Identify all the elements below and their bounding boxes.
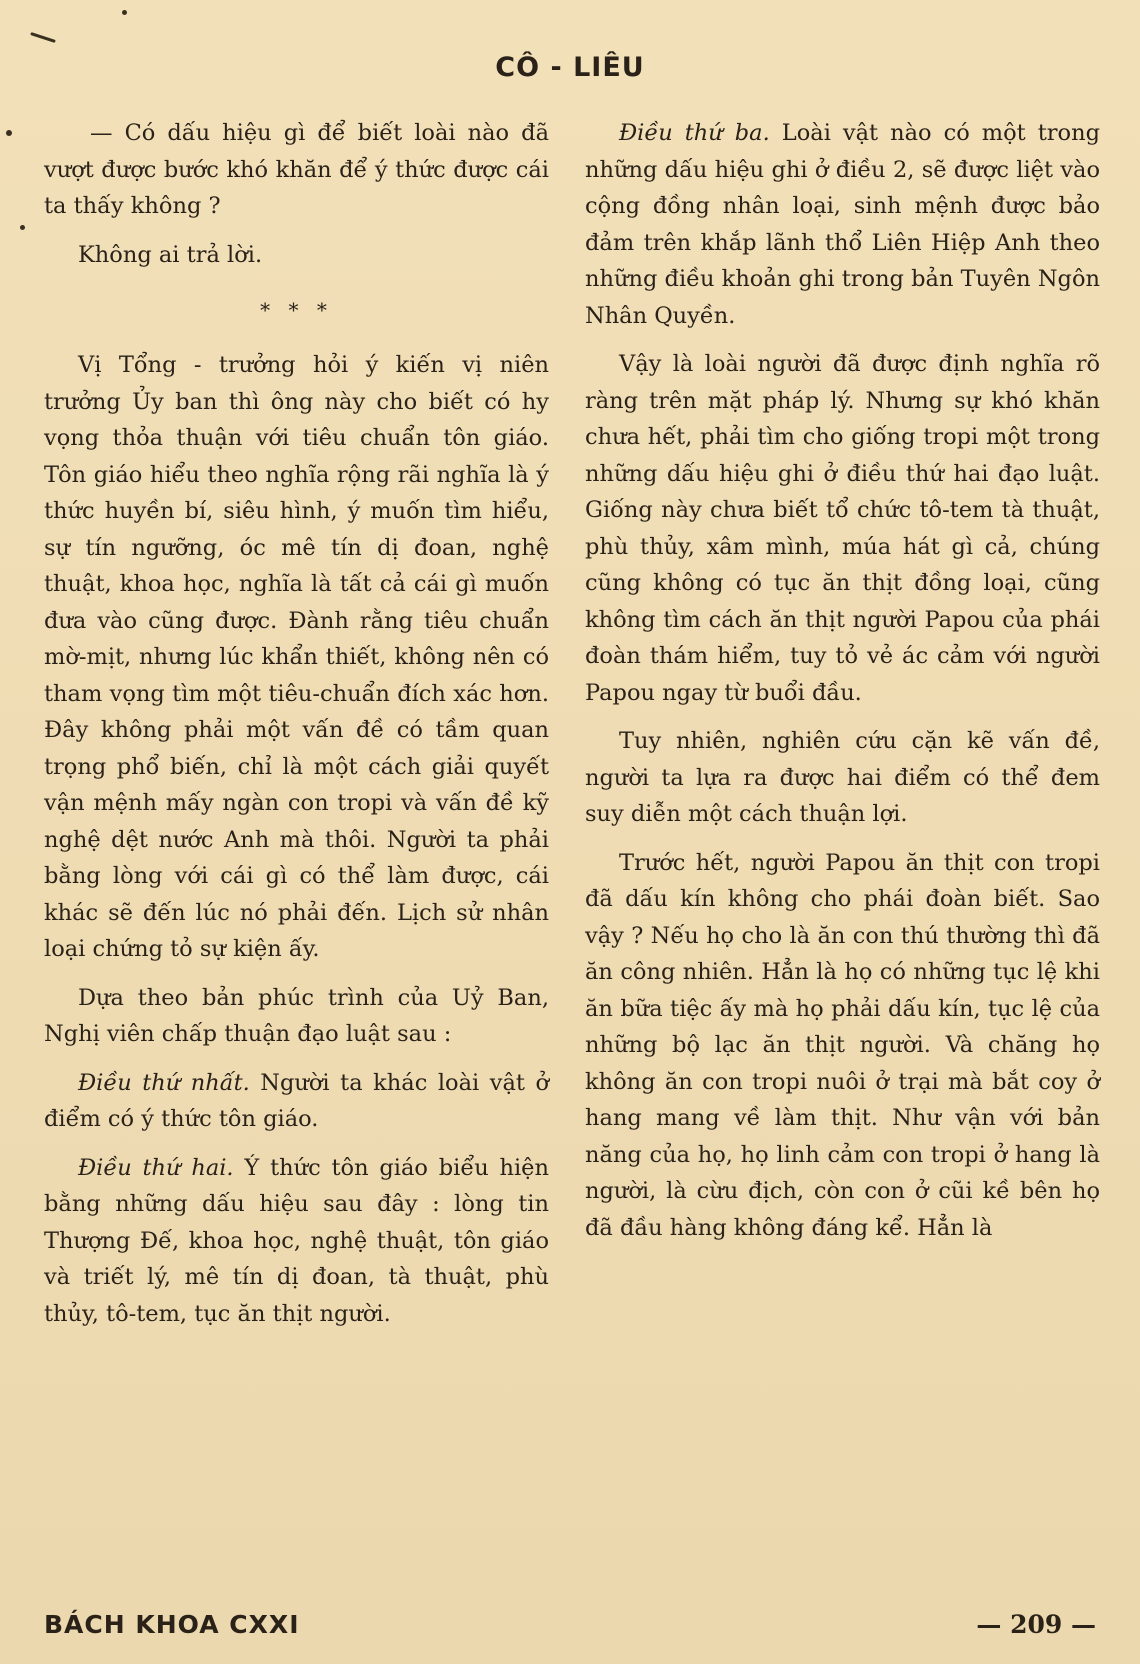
paragraph: Vậy là loài người đã được định nghĩa rõ ràng trên mặt pháp lý. Nhưng sự khó khăn chưa hết, phải tìm cho giống tropi một trong những dấu hiệu ghi ở điều thứ hai đạo luật. Giống này chưa biết tổ chức tô-tem tà thuật, phù thủy, xâm mình, múa hát gì cả, chúng cũng không có tục ăn thịt đồng loại, cũng không tìm cách ăn thịt người Papou của phái đoàn thám hiểm, tuy tỏ vẻ ác cảm với người Papou ngay từ buổi đầu.	[585, 351, 1100, 706]
print-mark	[30, 32, 56, 43]
article-text: Loài vật nào có một trong những dấu hiệu ghi ở điều 2, sẽ được liệt vào cộng đồng nhân loại, sinh mệnh được bảo đảm trên khắp lãnh thổ Liên Hiệp Anh theo những điều khoản ghi trong bản Tuyên Ngôn Nhân Quyền.	[585, 120, 1100, 329]
paragraph: Vị Tổng - trưởng hỏi ý kiến vị niên trưởng Ủy ban thì ông này cho biết có hy vọng thỏa thuận với tiêu chuẩn tôn giáo. Tôn giáo hiểu theo nghĩa rộng rãi nghĩa là ý thức huyền bí, siêu hình, ý muốn tìm hiểu, sự tín ngưỡng, óc mê tín dị đoan, nghệ thuật, khoa học, nghĩa là tất cả cái gì muốn đưa vào cũng được. Đành rằng tiêu chuẩn mờ-mịt, nhưng lúc khẩn thiết, không nên có tham vọng tìm một tiêu-chuẩn đích xác hơn. Đây không phải một vấn đề có tầm quan trọng phổ biến, chỉ là một cách giải quyết vận mệnh mấy ngàn con tropi và vấn đề kỹ nghệ dệt nước Anh mà thôi. Người ta phải bằng lòng với cái gì có thể làm được, cái khác sẽ đến lúc nó phải đến. Lịch sử nhân loại chứng tỏ sự kiện ấy.	[44, 352, 549, 962]
running-title: CÔ - LIÊU	[495, 52, 645, 83]
paragraph: Tuy nhiên, nghiên cứu cặn kẽ vấn đề, người ta lựa ra được hai điểm có thể đem suy diễn một cách thuận lợi.	[585, 728, 1100, 827]
paragraph: — Có dấu hiệu gì để biết loài nào đã vượt được bước khó khăn để ý thức được cái ta thấy không ?	[44, 120, 549, 219]
print-speck	[20, 225, 25, 230]
article-paragraph	[44, 1065, 549, 1138]
article-text: Người ta khác loài vật ở điểm có ý thức tôn giáo.	[44, 1069, 549, 1132]
article-label: Điều thứ nhất.	[78, 1069, 250, 1096]
article-paragraph	[44, 1150, 549, 1333]
page-number: — 209 —	[976, 1610, 1096, 1639]
print-speck	[6, 130, 12, 136]
article-label: Điều thứ hai.	[78, 1154, 234, 1181]
paragraph: Dựa theo bản phúc trình của Uỷ Ban, Nghị viên chấp thuận đạo luật sau :	[44, 984, 549, 1047]
section-separator: * * *	[260, 298, 333, 322]
right-column	[585, 115, 1100, 1258]
paragraph: Trước hết, người Papou ăn thịt con tropi đã dấu kín không cho phái đoàn biết. Sao vậy ? Nếu họ cho là ăn con thú thường thì đã ăn công nhiên. Hẳn là họ có những tục lệ khi ăn bữa tiệc ấy mà họ phải dấu kín, tục lệ của những bộ lạc ăn thịt người. Và chăng họ không ăn con tropi nuôi ở trại mà bắt coy ở hang mang về làm thịt. Như vận với bản năng của họ, họ linh cảm con tropi ở hang là người, là cừu địch, còn con ở cũi kề bên họ đã đầu hàng không đáng kể. Hẳn là	[585, 849, 1100, 1241]
paragraph: Không ai trả lời.	[78, 241, 263, 268]
print-speck	[122, 10, 127, 15]
magazine-name: BÁCH KHOA CXXI	[44, 1610, 300, 1639]
article-paragraph	[585, 115, 1100, 334]
article-text: Ý thức tôn giáo biểu hiện bằng những dấu hiệu sau đây : lòng tin Thượng Đế, khoa học, nghệ thuật, tôn giáo và triết lý, mê tín dị đoan, tà thuật, phù thủy, tô-tem, tục ăn thịt người.	[44, 1154, 549, 1327]
article-label: Điều thứ ba.	[619, 120, 770, 146]
left-column	[44, 115, 549, 1344]
